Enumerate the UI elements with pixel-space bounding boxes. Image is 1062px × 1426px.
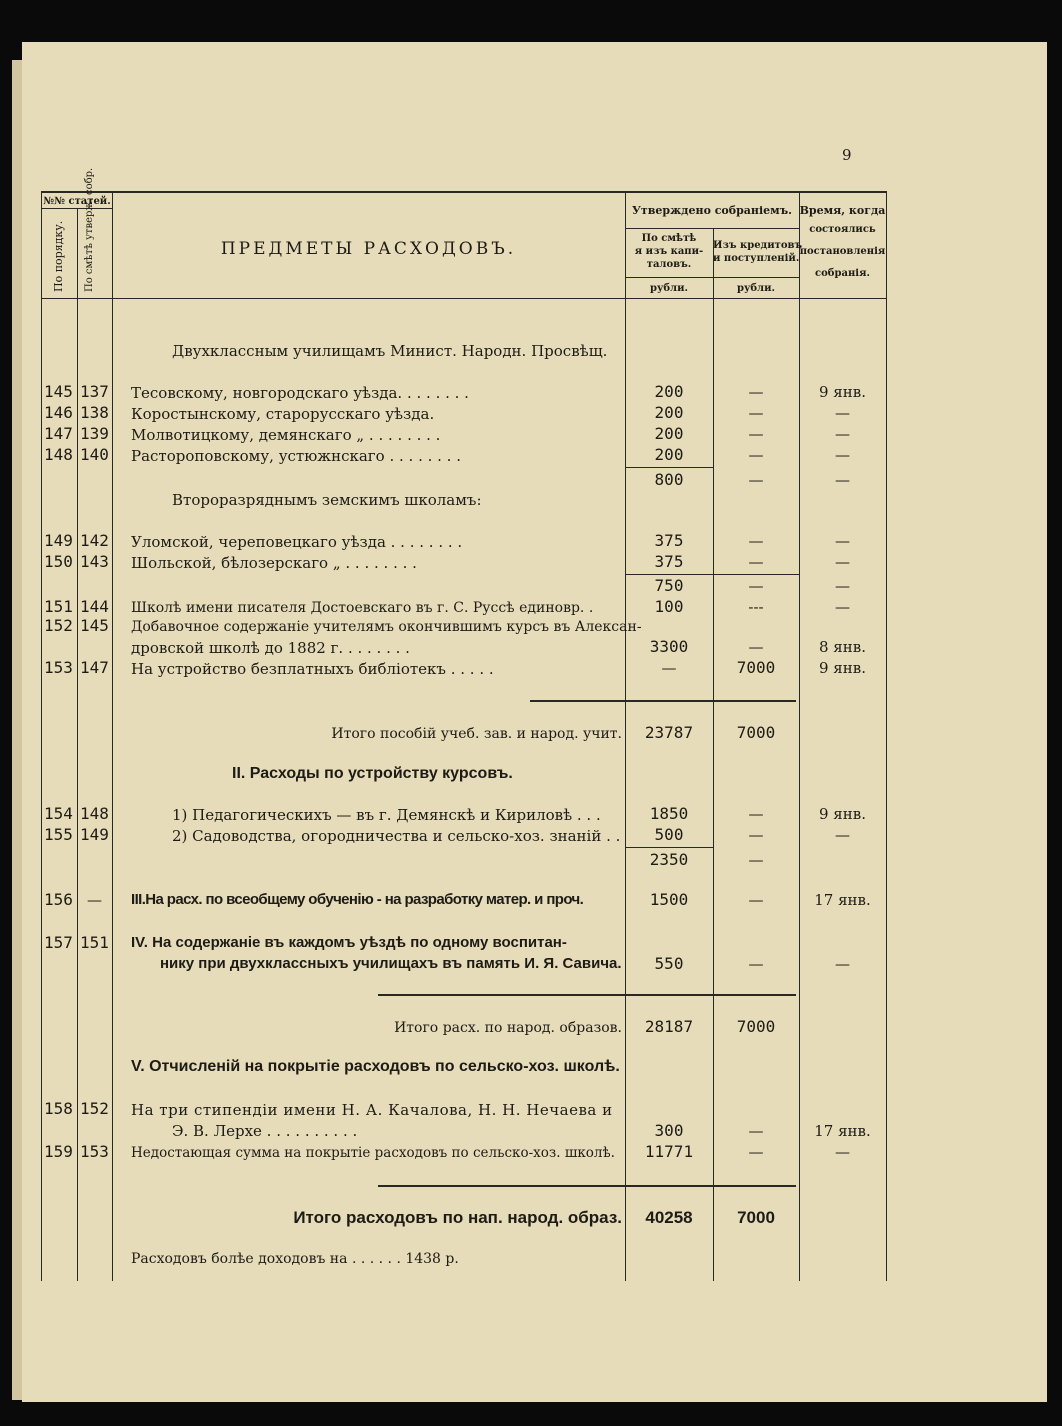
estimate-number: 145 — [80, 616, 109, 635]
capital-value: 1500 — [649, 890, 689, 909]
subtotal-value: 2350 — [649, 850, 689, 869]
section-heading: Двухклассным училищамъ Минист. Народн. Просвѣщ. — [172, 342, 608, 360]
time-value: — — [835, 1143, 850, 1161]
time-value: 9 янв. — [819, 805, 866, 823]
credits-value: — — [748, 826, 764, 844]
row-description: На три стипендіи имени Н. А. Качалова, Н. Н. Нечаева и — [131, 1101, 613, 1119]
credits-header-1: Изъ кредитовъ — [713, 240, 803, 251]
total-credits: 7000 — [736, 1017, 776, 1036]
time-header-1: Время, когда — [799, 204, 886, 217]
col-line-left — [41, 191, 42, 1281]
row-description: Шольской, бѣлозерскаго „ . . . . . . . . — [131, 554, 417, 572]
estimate-number: 142 — [80, 531, 109, 550]
capital-value: 500 — [654, 825, 684, 844]
row-description: Уломской, череповецкаго уѣзда . . . . . . . . — [131, 533, 463, 551]
total-capital: 28187 — [644, 1017, 694, 1036]
grand-total-label: Итого расходовъ по нап. народ. образ. — [293, 1208, 622, 1227]
time-header-2: состоялись — [809, 224, 876, 235]
row-number: 154 — [44, 804, 73, 823]
total-rule — [530, 700, 796, 702]
row-description-cont: нику при двухклассныхъ училищахъ въ память И. Я. Савича. — [160, 955, 622, 972]
time-header-3: постановленія — [799, 246, 886, 257]
credits-header-2: и поступленій. — [713, 253, 800, 264]
capital-value: 100 — [654, 597, 684, 616]
row-description-cont: дровской школѣ до 1882 г. . . . . . . . — [131, 639, 410, 657]
time-value: 9 янв. — [819, 659, 866, 677]
estimate-number: 140 — [80, 445, 109, 464]
capital-value: 200 — [654, 445, 684, 464]
by-estimate-header: По смѣтѣ утверж. собр. — [84, 167, 95, 292]
time-header-4: собранія. — [815, 268, 870, 279]
credits-value: --- — [748, 598, 764, 616]
estimate-number: 149 — [80, 825, 109, 844]
rubles-label-2: рубли. — [736, 283, 775, 294]
subtotal-value: 750 — [654, 576, 684, 595]
estimate-number: 143 — [80, 552, 109, 571]
row-description: Молвотицкому, демянскаго „ . . . . . . . . — [131, 426, 441, 444]
section-heading: Второразряднымъ земскимъ школамъ: — [172, 491, 482, 509]
row-number: 147 — [44, 424, 73, 443]
grand-total-capital: 40258 — [645, 1208, 693, 1227]
row-number: 146 — [44, 403, 73, 422]
time-value: — — [835, 532, 850, 550]
col-line-order — [77, 208, 78, 1281]
capital-header-2: я изъ капи- — [634, 246, 704, 257]
rubles-rule — [625, 277, 799, 278]
subtotal-credits: — — [748, 471, 764, 489]
capital-value: 200 — [654, 403, 684, 422]
capital-value: 1850 — [649, 804, 689, 823]
credits-value: — — [748, 638, 764, 656]
row-number: 159 — [44, 1142, 73, 1161]
approved-header-rule — [625, 228, 799, 229]
time-value: — — [835, 404, 850, 422]
time-value: — — [835, 955, 850, 973]
subtotal-credits: — — [748, 577, 764, 595]
row-number: 153 — [44, 658, 73, 677]
row-number: 149 — [44, 531, 73, 550]
row-description: На устройство безплатныхъ библіотекъ . . . . . — [131, 660, 494, 678]
row-description: IV. На содержаніе въ каждомъ уѣздѣ по одному воспитан- — [131, 934, 567, 951]
estimate-number: 153 — [80, 1142, 109, 1161]
time-value: 17 янв. — [814, 891, 871, 909]
time-value: — — [835, 425, 850, 443]
credits-value: — — [748, 805, 764, 823]
time-value: — — [835, 553, 850, 571]
credits-value: — — [748, 425, 764, 443]
estimate-number: 152 — [80, 1099, 109, 1118]
excess-note: Расходовъ болѣе доходовъ на . . . . . . 1438 р. — [131, 1251, 459, 1267]
credits-value: 7000 — [736, 658, 776, 677]
table-top-rule — [41, 191, 886, 193]
time-value: — — [835, 598, 850, 616]
row-number: 158 — [44, 1099, 73, 1118]
grand-total-credits: 7000 — [737, 1208, 775, 1227]
capital-header-1: По смѣтѣ — [641, 233, 697, 244]
credits-value: — — [748, 383, 764, 401]
row-description-cont: Э. В. Лерхе . . . . . . . . . . — [172, 1122, 358, 1140]
estimate-number: 148 — [80, 804, 109, 823]
time-value: — — [835, 826, 850, 844]
capital-value: 375 — [654, 552, 684, 571]
total-rule — [378, 994, 796, 996]
col-line-right — [886, 191, 887, 1281]
subtotal-credits: — — [748, 851, 764, 869]
capital-value: 11771 — [644, 1142, 694, 1161]
credits-value: — — [748, 1143, 764, 1161]
by-order-header: По порядку. — [52, 220, 65, 292]
row-description: III.На расх. по всеобщему обученію - на разработку матер. и проч. — [131, 891, 584, 908]
row-number: 151 — [44, 597, 73, 616]
credits-value: — — [748, 404, 764, 422]
approved-header: Утверждено собраніемъ. — [632, 204, 792, 217]
total-label: Итого пособій учеб. зав. и народ. учит. — [331, 726, 622, 742]
row-description: Тесовскому, новгородскаго уѣзда. . . . . . . . — [131, 384, 469, 402]
estimate-number: 144 — [80, 597, 109, 616]
estimate-number: — — [87, 891, 102, 909]
header-bottom-rule — [41, 298, 886, 299]
row-number: 148 — [44, 445, 73, 464]
capital-value: 3300 — [649, 637, 689, 656]
estimate-number: 138 — [80, 403, 109, 422]
estimate-number: 137 — [80, 382, 109, 401]
capital-value: 300 — [654, 1121, 684, 1140]
capital-header-3: таловъ. — [646, 259, 692, 270]
row-number: 145 — [44, 382, 73, 401]
capital-value: 550 — [654, 954, 684, 973]
credits-value: — — [748, 553, 764, 571]
estimate-number: 147 — [80, 658, 109, 677]
row-description: Школѣ имени писателя Достоевскаго въ г. С. Руссѣ единовр. . — [131, 600, 594, 616]
capital-value: 375 — [654, 531, 684, 550]
capital-value: — — [661, 659, 677, 677]
row-number: 156 — [44, 890, 73, 909]
page-number: 9 — [842, 146, 852, 164]
section-heading: V. Отчисленій на покрытіе расходовъ по сельско-хоз. школѣ. — [131, 1058, 620, 1075]
credits-value: — — [748, 1122, 764, 1140]
estimate-number: 139 — [80, 424, 109, 443]
subtotal-rule — [625, 467, 713, 468]
subtotal-rule — [625, 574, 799, 575]
subtotal-time: — — [835, 577, 850, 595]
subtotal-rule — [625, 847, 713, 848]
credits-value: — — [748, 891, 764, 909]
row-description: 1) Педагогическихъ — въ г. Демянскѣ и Кириловѣ . . . — [172, 806, 601, 824]
row-description: Коростынскому, старорусскаго уѣзда. — [131, 405, 435, 423]
col-line-estimate — [112, 191, 113, 1281]
subtotal-value: 800 — [654, 470, 684, 489]
row-number: 150 — [44, 552, 73, 571]
row-description: 2) Садоводства, огородничества и сельско-хоз. знаній . . — [172, 827, 621, 845]
total-credits: 7000 — [736, 723, 776, 742]
rubles-label-1: рубли. — [649, 283, 688, 294]
credits-value: — — [748, 446, 764, 464]
total-label: Итого расх. по народ. образов. — [394, 1020, 622, 1036]
row-number: 155 — [44, 825, 73, 844]
row-number: 157 — [44, 933, 73, 952]
total-capital: 23787 — [644, 723, 694, 742]
total-rule — [378, 1185, 796, 1187]
row-description: Недостающая сумма на покрытіе расходовъ по сельско-хоз. школѣ. — [131, 1145, 615, 1161]
credits-value: — — [748, 532, 764, 550]
time-value: 8 янв. — [819, 638, 866, 656]
time-value: 17 янв. — [814, 1122, 871, 1140]
time-value: — — [835, 446, 850, 464]
credits-value: — — [748, 955, 764, 973]
capital-value: 200 — [654, 382, 684, 401]
subtotal-time: — — [835, 471, 850, 489]
capital-value: 200 — [654, 424, 684, 443]
row-description: Добавочное содержаніе учителямъ окончившимъ курсъ въ Алексан- — [131, 619, 642, 635]
estimate-number: 151 — [80, 933, 109, 952]
subjects-header: ПРЕДМЕТЫ РАСХОДОВЪ. — [220, 239, 517, 259]
row-number: 152 — [44, 616, 73, 635]
section-heading: II. Расходы по устройству курсовъ. — [232, 765, 513, 782]
time-value: 9 янв. — [819, 383, 866, 401]
row-description: Растороповскому, устюжнскаго . . . . . . . . — [131, 447, 461, 465]
articles-header: №№ статей. — [43, 196, 111, 207]
col-line-credits — [799, 191, 800, 1281]
